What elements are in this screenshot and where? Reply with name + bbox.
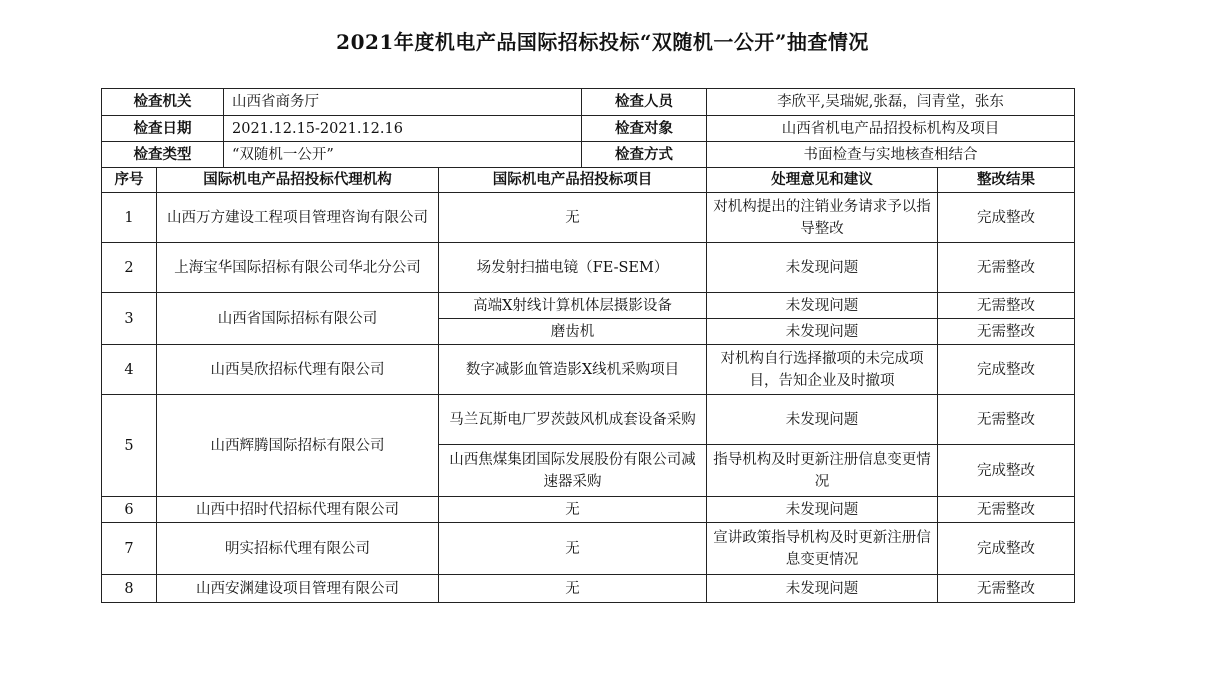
row-opinion: 宣讲政策指导机构及时更新注册信息变更情况 [707,523,938,575]
table-row [102,293,1075,319]
row-result: 无需整改 [938,319,1075,345]
type-label: 检查类型 [102,142,224,168]
row-opinion: 未发现问题 [707,319,938,345]
info-row-type [102,142,1075,168]
table-row [102,523,1075,575]
header-agency: 国际机电产品招投标代理机构 [157,168,439,193]
row-opinion: 未发现问题 [707,497,938,523]
inspection-table [101,88,1075,603]
staff-value: 李欣平,吴瑞妮,张磊，闫青堂，张东 [707,89,1075,116]
row-opinion: 对机构提出的注销业务请求予以指导整改 [707,193,938,243]
row-opinion: 未发现问题 [707,293,938,319]
row-project: 无 [439,193,707,243]
table-row [102,575,1075,603]
header-row [102,168,1075,193]
row-no: 3 [102,293,157,345]
table-row [102,345,1075,395]
row-project: 山西焦煤集团国际发展股份有限公司减速器采购 [439,445,707,497]
row-result: 无需整改 [938,575,1075,603]
row-agency: 山西昊欣招标代理有限公司 [157,345,439,395]
row-no: 7 [102,523,157,575]
row-result: 无需整改 [938,497,1075,523]
method-label: 检查方式 [582,142,707,168]
row-agency: 山西万方建设工程项目管理咨询有限公司 [157,193,439,243]
row-project: 无 [439,497,707,523]
header-result: 整改结果 [938,168,1075,193]
row-result: 无需整改 [938,293,1075,319]
row-agency: 山西省国际招标有限公司 [157,293,439,345]
table-row [102,243,1075,293]
row-no: 8 [102,575,157,603]
type-value: “双随机一公开” [224,142,582,168]
staff-label: 检查人员 [582,89,707,116]
row-opinion: 未发现问题 [707,395,938,445]
row-no: 1 [102,193,157,243]
row-no: 5 [102,395,157,497]
row-project: 场发射扫描电镜（FE-SEM） [439,243,707,293]
row-result: 完成整改 [938,445,1075,497]
row-project: 高端X射线计算机体层摄影设备 [439,293,707,319]
row-project: 数字减影血管造影X线机采购项目 [439,345,707,395]
table-row [102,395,1075,445]
row-agency: 山西安渊建设项目管理有限公司 [157,575,439,603]
row-agency: 明实招标代理有限公司 [157,523,439,575]
row-no: 4 [102,345,157,395]
header-opinion: 处理意见和建议 [707,168,938,193]
row-opinion: 指导机构及时更新注册信息变更情况 [707,445,938,497]
info-row-org [102,89,1075,116]
date-label: 检查日期 [102,116,224,142]
row-result: 无需整改 [938,243,1075,293]
org-value: 山西省商务厅 [224,89,582,116]
row-no: 6 [102,497,157,523]
row-project: 马兰瓦斯电厂罗茨鼓风机成套设备采购 [439,395,707,445]
page-title: 2021年度机电产品国际招标投标“双随机一公开”抽查情况 [336,30,869,54]
date-value: 2021.12.15-2021.12.16 [224,116,582,142]
info-row-date [102,116,1075,142]
row-project: 磨齿机 [439,319,707,345]
header-no: 序号 [102,168,157,193]
row-project: 无 [439,575,707,603]
row-opinion: 未发现问题 [707,243,938,293]
row-agency: 上海宝华国际招标有限公司华北分公司 [157,243,439,293]
row-project: 无 [439,523,707,575]
row-opinion: 未发现问题 [707,575,938,603]
method-value: 书面检查与实地核查相结合 [707,142,1075,168]
target-value: 山西省机电产品招投标机构及项目 [707,116,1075,142]
row-result: 完成整改 [938,193,1075,243]
row-agency: 山西中招时代招标代理有限公司 [157,497,439,523]
row-opinion: 对机构自行选择撤项的未完成项目，告知企业及时撤项 [707,345,938,395]
target-label: 检查对象 [582,116,707,142]
header-project: 国际机电产品招投标项目 [439,168,707,193]
row-result: 完成整改 [938,345,1075,395]
row-agency: 山西辉腾国际招标有限公司 [157,395,439,497]
row-result: 无需整改 [938,395,1075,445]
table-row [102,193,1075,243]
table-row [102,497,1075,523]
row-result: 完成整改 [938,523,1075,575]
row-no: 2 [102,243,157,293]
org-label: 检查机关 [102,89,224,116]
